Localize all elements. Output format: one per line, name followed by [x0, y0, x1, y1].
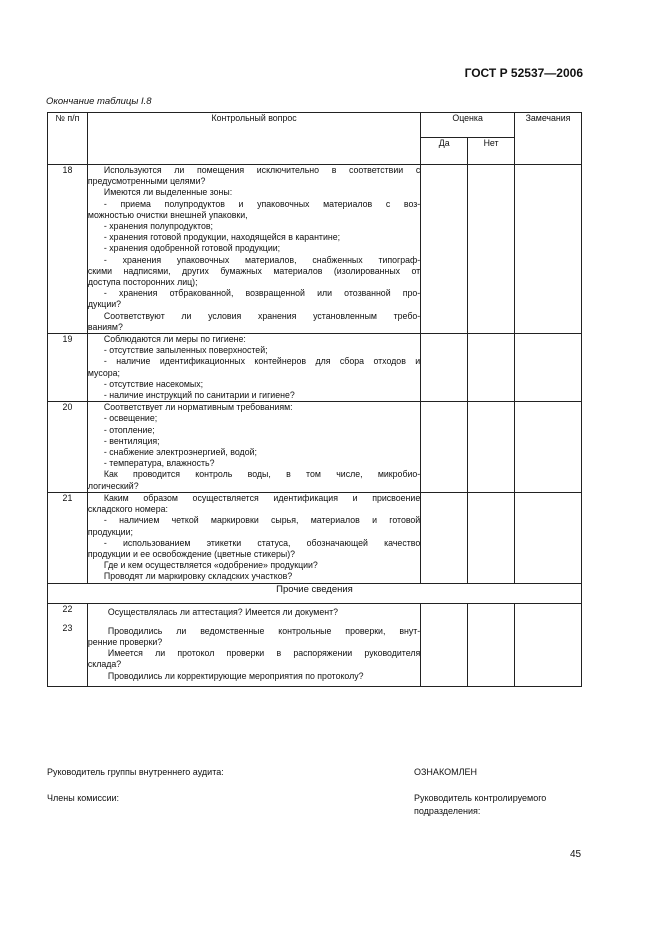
yes-cell [421, 402, 468, 493]
remarks-cell [515, 492, 582, 583]
row-number: 21 [48, 492, 88, 583]
header-rating: Оценка [421, 113, 515, 138]
acquainted-label: ОЗНАКОМЛЕН [414, 767, 477, 777]
table-row [48, 492, 582, 583]
section-title: Прочие сведения [48, 583, 582, 603]
table-caption: Окончание таблицы I.8 [46, 96, 152, 107]
table-row [48, 603, 582, 686]
yes-cell [421, 165, 468, 334]
no-cell [468, 402, 515, 493]
header-question: Контрольный вопрос [87, 113, 420, 165]
remarks-cell [515, 603, 582, 686]
table-row [48, 165, 582, 334]
table-row [48, 334, 582, 402]
remarks-cell [515, 402, 582, 493]
question-cell: Соблюдаются ли меры по гигиене: - отсутствие запыленных поверхностей; - наличие идентификационных контейнеров для сбора отходов и мусора; - отсутствие насекомых; - наличие инструкций по санитарии и гигиене? [87, 334, 421, 401]
commission-members-label: Члены комиссии: [47, 793, 120, 803]
row-number-group [48, 603, 88, 686]
table-row [48, 402, 582, 493]
remarks-cell [515, 334, 582, 402]
yes-cell [421, 603, 468, 686]
unit-head-label: Руководитель контролируемого подразделения: [414, 793, 547, 816]
no-cell [468, 334, 515, 402]
page-number: 45 [570, 849, 582, 860]
question-cell: Используются ли помещения исключительно в соответствии с предусмотренными целями? Имеются ли выделенные зоны: - приема полупродуктов и упаковочных материалов с воз- можностью очистки внешней упаковки, - хранения полупродуктов; - хранения готовой продукции, находящейся в карантине; - хранения одобренной готовой продукции; - хранения упаковочных материалов, снабженных типограф- скими надписями, других бумажных материалов (изолированных от доступа посторонних лиц); - хранения отбракованной, возвращенной или отозванной про- дукции? Соответствуют ли условия хранения установленным требо- ваниям? [87, 165, 421, 332]
no-cell [468, 603, 515, 686]
header-yes: Да [421, 138, 468, 165]
audit-head-label: Руководитель группы внутреннего аудита: [47, 767, 224, 777]
question-cell: Соответствует ли нормативным требованиям: - освещение; - отопление; - вентиляция; - снабжение электроэнергией, водой; - температура, влажность? Как проводится контроль воды, в том числе, микробио- логический? [87, 402, 421, 491]
row-number: 23 [62, 622, 73, 633]
no-cell [468, 492, 515, 583]
header-remarks: Замечания [515, 113, 582, 165]
checklist-table [47, 112, 582, 687]
header-number: № п/п [48, 113, 88, 165]
yes-cell [421, 492, 468, 583]
row-number: 18 [48, 165, 88, 334]
question-cell: Каким образом осуществляется идентификация и присвоение складского номера: - наличием четкой маркировки сырья, материалов и готовой продукции; - использованием этикетки статуса, обозначающей качество продукции и ее освобождение (цветные стикеры)? Где и кем осуществляется «одобрение» продукции? Проводят ли маркировку складских участков? [87, 492, 421, 582]
row-number: 19 [48, 334, 88, 402]
no-cell [468, 165, 515, 334]
document-code: ГОСТ Р 52537—2006 [464, 66, 583, 80]
row-number: 20 [48, 402, 88, 493]
remarks-cell [515, 165, 582, 334]
section-row [48, 583, 582, 603]
question-cell: Осуществлялась ли аттестация? Имеется ли документ? Проводились ли ведомственные контрольные проверки, внут- ренние проверки? Имеется ли протокол проверки в распоряжении руководителя склада? Проводились ли корректирующие мероприятия по протоколу? [87, 603, 420, 686]
header-no: Нет [468, 138, 515, 165]
yes-cell [421, 334, 468, 402]
row-number: 22 [62, 603, 73, 614]
